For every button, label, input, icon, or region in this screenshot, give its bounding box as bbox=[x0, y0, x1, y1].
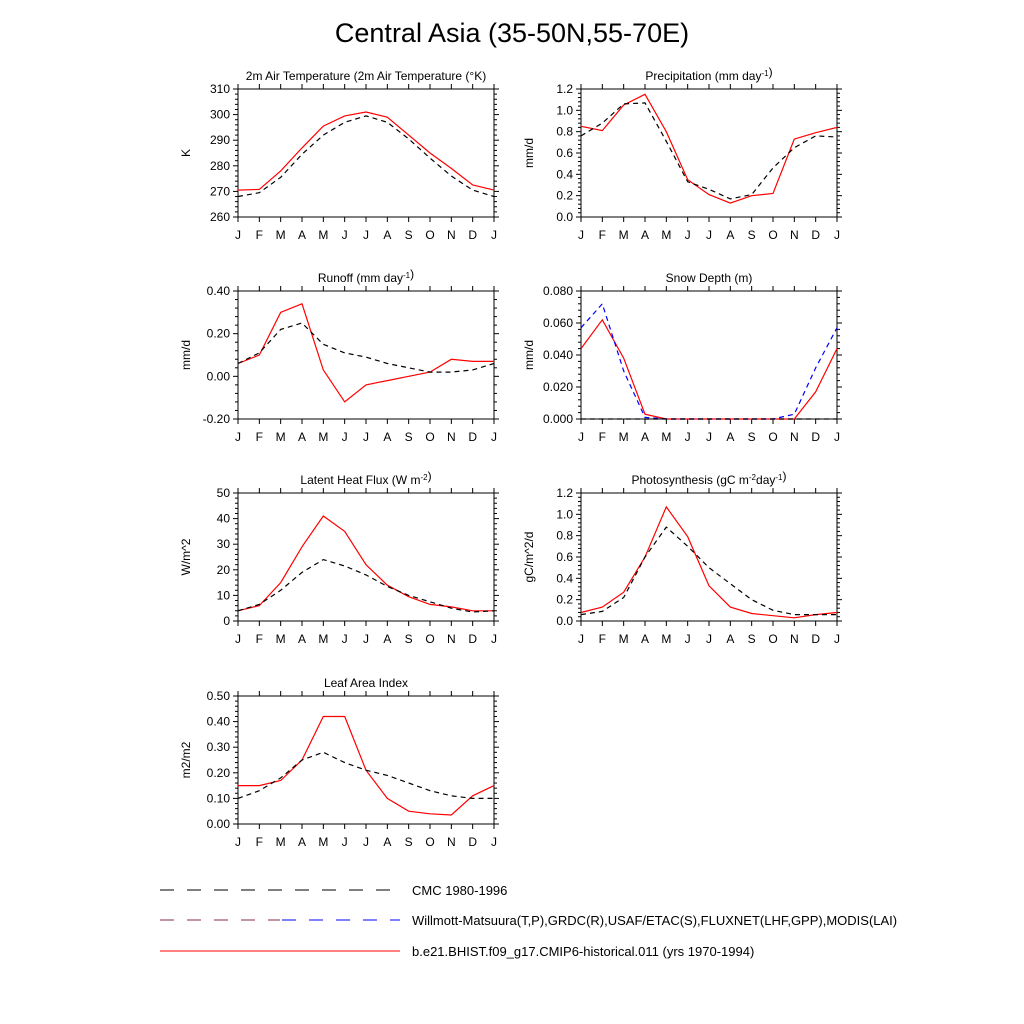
y-tick-label: 50 bbox=[216, 486, 230, 500]
y-tick-label: 1.2 bbox=[556, 82, 573, 96]
series-line-model bbox=[581, 94, 837, 203]
panel-latent-heat-flux-w-m-2 bbox=[179, 469, 499, 646]
x-tick-label: N bbox=[789, 228, 799, 242]
x-tick-label: A bbox=[297, 228, 307, 242]
y-axis-label: K bbox=[179, 148, 193, 158]
y-tick-label: 30 bbox=[216, 537, 230, 552]
y-tick-label: 260 bbox=[209, 210, 230, 224]
panel-precipitation-mm-day-1 bbox=[522, 65, 842, 242]
y-tick-label: 0.40 bbox=[206, 714, 230, 729]
x-tick-label: M bbox=[318, 835, 329, 849]
x-tick-label: S bbox=[404, 430, 413, 444]
x-tick-label: J bbox=[491, 228, 497, 242]
y-tick-label: 0.00 bbox=[206, 817, 230, 831]
x-tick-label: J bbox=[706, 430, 712, 444]
panel-title: Latent Heat Flux (W $m^{-2}$) bbox=[300, 469, 432, 487]
panel-leaf-area-index bbox=[179, 676, 499, 849]
x-tick-label: D bbox=[468, 228, 478, 242]
x-tick-label: O bbox=[425, 228, 435, 242]
x-tick-label: J bbox=[491, 430, 497, 444]
x-tick-label: J bbox=[341, 835, 348, 849]
x-tick-label: N bbox=[446, 430, 456, 444]
y-tick-label: 0.040 bbox=[542, 348, 573, 362]
y-axis-label: mm/d bbox=[179, 340, 193, 370]
x-tick-label: J bbox=[706, 632, 712, 646]
x-tick-label: J bbox=[363, 835, 369, 849]
y-tick-label: 0.20 bbox=[206, 765, 230, 780]
x-tick-label: M bbox=[661, 632, 672, 646]
x-tick-label: M bbox=[275, 632, 286, 646]
x-tick-label: M bbox=[618, 228, 629, 242]
y-axis-label: mm/d bbox=[522, 340, 536, 370]
legend-entry-1 bbox=[160, 883, 507, 898]
y-axis-label: W/m^2 bbox=[179, 538, 193, 576]
x-tick-label: M bbox=[661, 430, 672, 444]
series-line-model bbox=[581, 507, 837, 618]
plot-frame bbox=[238, 696, 494, 824]
x-tick-label: S bbox=[747, 430, 756, 444]
x-tick-label: F bbox=[255, 835, 264, 849]
panel-runoff-mm-day-1 bbox=[179, 267, 499, 444]
x-tick-label: J bbox=[235, 430, 241, 444]
x-tick-label: M bbox=[618, 632, 629, 646]
x-tick-label: J bbox=[578, 228, 584, 242]
panel-title: Precipitation (mm day$^{-1}$) bbox=[645, 65, 773, 83]
y-tick-label: 300 bbox=[209, 107, 230, 122]
y-axis-label: mm/d bbox=[522, 138, 536, 168]
plot-frame bbox=[238, 291, 494, 419]
y-tick-label: 310 bbox=[209, 82, 230, 96]
y-tick-label: 0.4 bbox=[556, 167, 573, 182]
y-tick-label: 0 bbox=[223, 614, 230, 628]
panel-snow-depth-m bbox=[522, 271, 842, 444]
x-tick-label: O bbox=[768, 228, 778, 242]
x-tick-label: M bbox=[275, 430, 286, 444]
x-tick-label: M bbox=[318, 430, 329, 444]
legend bbox=[160, 883, 897, 959]
legend-label: Willmott-Matsuura(T,P),GRDC(R),USAF/ETAC(S),FLUXNET(LHF,GPP),MODIS(LAI) bbox=[412, 913, 898, 928]
series-line-obs bbox=[238, 560, 494, 612]
x-tick-label: J bbox=[235, 632, 241, 646]
y-tick-label: 0.0 bbox=[556, 614, 573, 628]
y-tick-label: 0.00 bbox=[206, 369, 230, 384]
y-tick-label: 0.6 bbox=[556, 550, 573, 564]
panel-2m-air-temperature-k bbox=[179, 69, 499, 242]
x-tick-label: N bbox=[446, 632, 456, 646]
panel-title: Leaf Area Index bbox=[323, 676, 409, 690]
y-tick-label: 280 bbox=[209, 158, 230, 173]
x-tick-label: J bbox=[706, 228, 712, 242]
y-tick-label: 0.4 bbox=[556, 571, 573, 586]
x-tick-label: F bbox=[598, 228, 607, 242]
panel-title: Photosynthesis (gC $m^{-2}day^{-1}$) bbox=[631, 469, 787, 487]
x-tick-label: J bbox=[491, 632, 497, 646]
y-tick-label: 290 bbox=[209, 133, 230, 148]
x-tick-label: F bbox=[255, 632, 264, 646]
x-tick-label: N bbox=[789, 430, 799, 444]
legend-label: b.e21.BHIST.f09_g17.CMIP6-historical.011 (yrs 1970-1994) bbox=[412, 944, 755, 959]
y-tick-label: 0.2 bbox=[556, 592, 573, 607]
x-tick-label: O bbox=[768, 430, 778, 444]
x-tick-label: D bbox=[811, 430, 821, 444]
x-tick-label: D bbox=[468, 430, 478, 444]
x-tick-label: S bbox=[404, 835, 413, 849]
series-line-obs bbox=[238, 116, 494, 197]
x-tick-label: N bbox=[789, 632, 799, 646]
x-tick-label: J bbox=[341, 228, 348, 242]
x-tick-label: J bbox=[341, 430, 348, 444]
x-tick-label: N bbox=[446, 835, 456, 849]
x-tick-label: J bbox=[235, 228, 241, 242]
x-tick-label: A bbox=[383, 835, 392, 849]
y-tick-label: 0.30 bbox=[206, 740, 230, 755]
x-tick-label: A bbox=[297, 632, 307, 646]
y-tick-label: 0.0 bbox=[556, 210, 573, 224]
y-tick-label: 0.10 bbox=[206, 791, 230, 806]
y-tick-label: 0.50 bbox=[206, 689, 230, 703]
y-axis-label: gC/m^2/d bbox=[522, 531, 536, 583]
x-tick-label: F bbox=[598, 632, 607, 646]
y-tick-label: 0.8 bbox=[556, 528, 573, 543]
x-tick-label: A bbox=[383, 228, 392, 242]
y-tick-label: 10 bbox=[216, 588, 230, 603]
y-tick-label: -0.20 bbox=[202, 412, 230, 426]
y-tick-label: 0.2 bbox=[556, 188, 573, 203]
x-tick-label: F bbox=[598, 430, 607, 444]
series-line-model bbox=[581, 320, 837, 419]
x-tick-label: D bbox=[811, 228, 821, 242]
x-tick-label: F bbox=[255, 430, 264, 444]
series-line-obs bbox=[581, 527, 837, 615]
x-tick-label: J bbox=[684, 632, 691, 646]
series-line-obs bbox=[581, 103, 837, 199]
x-tick-label: S bbox=[747, 632, 756, 646]
x-tick-label: O bbox=[425, 430, 435, 444]
y-axis-label: m2/m2 bbox=[179, 741, 193, 779]
x-tick-label: M bbox=[618, 430, 629, 444]
y-tick-label: 0.000 bbox=[542, 412, 573, 426]
x-tick-label: A bbox=[640, 228, 650, 242]
plot-frame bbox=[581, 291, 837, 419]
panel-title: 2m Air Temperature (2m Air Temperature (°K) bbox=[245, 69, 487, 83]
x-tick-label: M bbox=[275, 228, 286, 242]
legend-label: CMC 1980-1996 bbox=[412, 883, 508, 898]
x-tick-label: J bbox=[684, 430, 691, 444]
x-tick-label: D bbox=[468, 632, 478, 646]
x-tick-label: S bbox=[404, 228, 413, 242]
x-tick-label: M bbox=[661, 228, 672, 242]
panel-title: Snow Depth (m) bbox=[665, 271, 753, 285]
series-line-model bbox=[238, 516, 494, 611]
series-line-cmc bbox=[581, 304, 837, 419]
x-tick-label: A bbox=[297, 835, 307, 849]
x-tick-label: J bbox=[578, 430, 584, 444]
x-tick-label: J bbox=[834, 228, 840, 242]
y-tick-label: 0.080 bbox=[542, 284, 573, 298]
x-tick-label: M bbox=[275, 835, 286, 849]
plot-frame bbox=[581, 493, 837, 621]
figure-title: Central Asia (35-50N,55-70E) bbox=[334, 18, 690, 48]
y-tick-label: 0.060 bbox=[542, 316, 573, 330]
x-tick-label: J bbox=[363, 632, 369, 646]
y-tick-label: 20 bbox=[216, 562, 230, 577]
panel-title: Runoff (mm day$^{-1}$) bbox=[317, 267, 415, 285]
plot-frame bbox=[238, 493, 494, 621]
x-tick-label: A bbox=[383, 430, 392, 444]
y-tick-label: 0.020 bbox=[542, 380, 573, 394]
x-tick-label: D bbox=[811, 632, 821, 646]
x-tick-label: O bbox=[425, 632, 435, 646]
x-tick-label: A bbox=[297, 430, 307, 444]
x-tick-label: F bbox=[255, 228, 264, 242]
y-tick-label: 1.2 bbox=[556, 486, 573, 500]
panel-photosynthesis-gc-m-2day-1 bbox=[522, 469, 842, 646]
x-tick-label: S bbox=[404, 632, 413, 646]
x-tick-label: S bbox=[747, 228, 756, 242]
y-tick-label: 0.40 bbox=[206, 284, 230, 298]
x-tick-label: N bbox=[446, 228, 456, 242]
x-tick-label: O bbox=[768, 632, 778, 646]
x-tick-label: J bbox=[235, 835, 241, 849]
legend-entry-3 bbox=[160, 944, 754, 959]
x-tick-label: J bbox=[341, 632, 348, 646]
x-tick-label: A bbox=[383, 632, 392, 646]
x-tick-label: M bbox=[318, 228, 329, 242]
x-tick-label: D bbox=[468, 835, 478, 849]
legend-entry-2 bbox=[160, 913, 897, 928]
x-tick-label: J bbox=[363, 228, 369, 242]
y-tick-label: 1.0 bbox=[556, 507, 573, 522]
x-tick-label: J bbox=[684, 228, 691, 242]
series-line-model bbox=[238, 304, 494, 402]
x-tick-label: A bbox=[726, 228, 735, 242]
y-tick-label: 270 bbox=[209, 184, 230, 199]
y-tick-label: 40 bbox=[216, 511, 230, 526]
x-tick-label: M bbox=[318, 632, 329, 646]
x-tick-label: A bbox=[640, 430, 650, 444]
x-tick-label: A bbox=[726, 632, 735, 646]
plot-frame bbox=[238, 89, 494, 217]
x-tick-label: J bbox=[578, 632, 584, 646]
x-tick-label: O bbox=[425, 835, 435, 849]
y-tick-label: 0.8 bbox=[556, 124, 573, 139]
x-tick-label: J bbox=[363, 430, 369, 444]
series-line-obs bbox=[238, 323, 494, 372]
x-tick-label: J bbox=[834, 632, 840, 646]
y-tick-label: 0.6 bbox=[556, 146, 573, 160]
series-line-model bbox=[238, 717, 494, 816]
y-tick-label: 1.0 bbox=[556, 103, 573, 118]
series-line-obs bbox=[238, 752, 494, 798]
y-tick-label: 0.20 bbox=[206, 326, 230, 341]
x-tick-label: J bbox=[834, 430, 840, 444]
x-tick-label: A bbox=[726, 430, 735, 444]
x-tick-label: J bbox=[491, 835, 497, 849]
x-tick-label: A bbox=[640, 632, 650, 646]
